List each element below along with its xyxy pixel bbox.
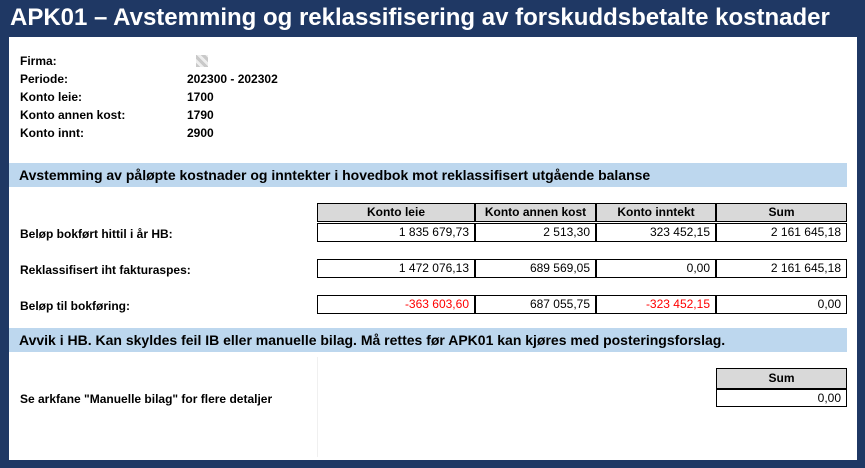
manual-vouchers-note: Se arkfane "Manuelle bilag" for flere detaljer <box>20 392 273 406</box>
row-label-belop-til-bokforing: Beløp til bokføring: <box>20 299 130 313</box>
firma-value-redacted <box>196 55 208 67</box>
cell-reklass-konto-leie[interactable]: 1 472 076,13 <box>317 259 475 278</box>
firma-label: Firma: <box>20 54 57 68</box>
deviation-sum-value[interactable]: 0,00 <box>716 389 847 407</box>
section-deviation-heading: Avvik i HB. Kan skyldes feil IB eller manuelle bilag. Må rettes før APK01 kan kjøres med posteringsforslag. <box>9 328 847 352</box>
konto-leie-value: 1700 <box>187 90 214 104</box>
cell-reklass-konto-inntekt[interactable]: 0,00 <box>596 259 716 278</box>
periode-value: 202300 - 202302 <box>187 72 278 86</box>
report-sheet <box>9 37 857 460</box>
column-header-konto-leie: Konto leie <box>317 203 475 222</box>
cell-bokforing-konto-leie[interactable]: -363 603,60 <box>317 295 475 314</box>
deviation-sum-header: Sum <box>716 368 847 389</box>
cell-bokfort-konto-inntekt[interactable]: 323 452,15 <box>596 223 716 242</box>
column-header-sum: Sum <box>716 203 847 222</box>
row-label-bokfort-hittil: Beløp bokført hittil i år HB: <box>20 227 173 241</box>
section-reconciliation-heading: Avstemming av påløpte kostnader og inntekter i hovedbok mot reklassifisert utgående balanse <box>9 163 847 187</box>
cell-reklass-sum[interactable]: 2 161 645,18 <box>716 259 847 278</box>
row-label-reklassifisert: Reklassifisert iht fakturaspes: <box>20 263 191 277</box>
column-header-konto-inntekt: Konto inntekt <box>596 203 716 222</box>
cell-bokforing-konto-annen[interactable]: 687 055,75 <box>475 295 596 314</box>
konto-annen-value: 1790 <box>187 108 214 122</box>
konto-annen-label: Konto annen kost: <box>20 108 126 122</box>
konto-innt-value: 2900 <box>187 126 214 140</box>
cell-bokfort-konto-leie[interactable]: 1 835 679,73 <box>317 223 475 242</box>
sheet-gridline <box>317 357 318 457</box>
cell-bokfort-sum[interactable]: 2 161 645,18 <box>716 223 847 242</box>
konto-leie-label: Konto leie: <box>20 90 82 104</box>
periode-label: Periode: <box>20 72 69 86</box>
column-header-konto-annen-kost: Konto annen kost <box>475 203 596 222</box>
cell-bokfort-konto-annen[interactable]: 2 513,30 <box>475 223 596 242</box>
cell-bokforing-sum[interactable]: 0,00 <box>716 295 847 314</box>
cell-reklass-konto-annen[interactable]: 689 569,05 <box>475 259 596 278</box>
cell-bokforing-konto-inntekt[interactable]: -323 452,15 <box>596 295 716 314</box>
page-title: APK01 – Avstemming og reklassifisering av forskuddsbetalte kostnader <box>10 4 830 31</box>
konto-innt-label: Konto innt: <box>20 126 84 140</box>
